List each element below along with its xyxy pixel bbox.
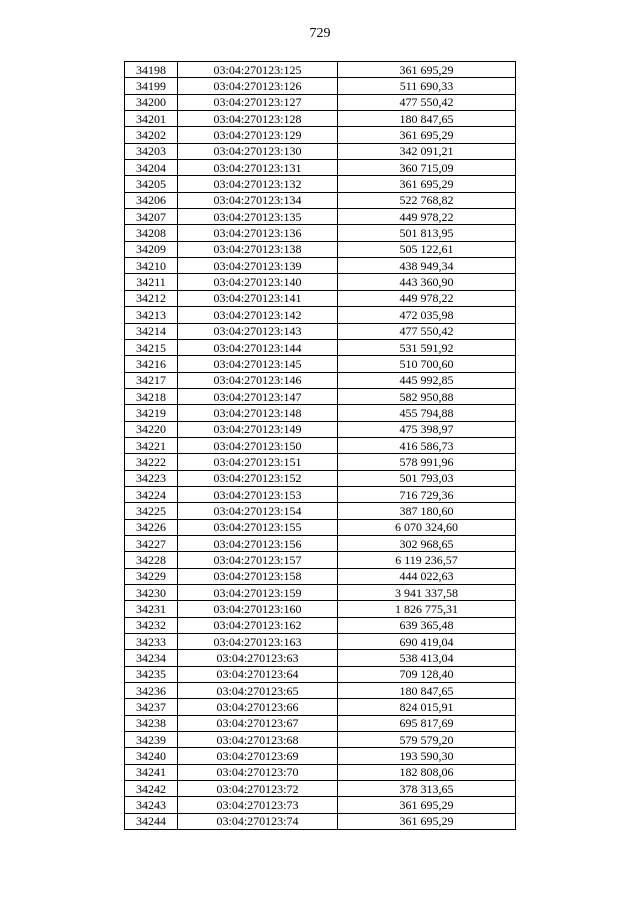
value-cell: 180 847,65 xyxy=(338,683,516,699)
row-number-cell: 34223 xyxy=(125,470,178,486)
cadastral-number-cell: 03:04:270123:135 xyxy=(178,209,338,225)
row-number-cell: 34239 xyxy=(125,732,178,748)
cadastral-number-cell: 03:04:270123:158 xyxy=(178,568,338,584)
row-number-cell: 34230 xyxy=(125,585,178,601)
table-row xyxy=(125,78,516,94)
row-number-cell: 34204 xyxy=(125,160,178,176)
cadastral-number-cell: 03:04:270123:136 xyxy=(178,225,338,241)
cadastral-number-cell: 03:04:270123:143 xyxy=(178,323,338,339)
value-cell: 445 992,85 xyxy=(338,372,516,388)
table-row xyxy=(125,307,516,323)
cadastral-number-cell: 03:04:270123:142 xyxy=(178,307,338,323)
cadastral-number-cell: 03:04:270123:140 xyxy=(178,274,338,290)
row-number-cell: 34200 xyxy=(125,94,178,110)
table-row xyxy=(125,715,516,731)
cadastral-number-cell: 03:04:270123:144 xyxy=(178,339,338,355)
row-number-cell: 34218 xyxy=(125,388,178,404)
table-body xyxy=(125,62,516,830)
table-row xyxy=(125,356,516,372)
row-number-cell: 34229 xyxy=(125,568,178,584)
table-row xyxy=(125,503,516,519)
table-row xyxy=(125,339,516,355)
table-row xyxy=(125,683,516,699)
value-cell: 6 119 236,57 xyxy=(338,552,516,568)
value-cell: 438 949,34 xyxy=(338,258,516,274)
row-number-cell: 34211 xyxy=(125,274,178,290)
value-cell: 182 808,06 xyxy=(338,764,516,780)
cadastral-number-cell: 03:04:270123:69 xyxy=(178,748,338,764)
table-row xyxy=(125,274,516,290)
row-number-cell: 34231 xyxy=(125,601,178,617)
row-number-cell: 34222 xyxy=(125,454,178,470)
cadastral-number-cell: 03:04:270123:73 xyxy=(178,797,338,813)
table-row xyxy=(125,176,516,192)
table-row xyxy=(125,519,516,535)
row-number-cell: 34217 xyxy=(125,372,178,388)
cadastral-number-cell: 03:04:270123:138 xyxy=(178,241,338,257)
table-row xyxy=(125,699,516,715)
value-cell: 582 950,88 xyxy=(338,388,516,404)
row-number-cell: 34232 xyxy=(125,617,178,633)
value-cell: 361 695,29 xyxy=(338,813,516,829)
cadastral-number-cell: 03:04:270123:131 xyxy=(178,160,338,176)
value-cell: 6 070 324,60 xyxy=(338,519,516,535)
cadastral-number-cell: 03:04:270123:64 xyxy=(178,666,338,682)
value-cell: 443 360,90 xyxy=(338,274,516,290)
table-row xyxy=(125,813,516,829)
cadastral-number-cell: 03:04:270123:148 xyxy=(178,405,338,421)
cadastral-number-cell: 03:04:270123:126 xyxy=(178,78,338,94)
cadastral-number-cell: 03:04:270123:63 xyxy=(178,650,338,666)
table-row xyxy=(125,535,516,551)
cadastral-number-cell: 03:04:270123:130 xyxy=(178,143,338,159)
cadastral-number-cell: 03:04:270123:67 xyxy=(178,715,338,731)
table-row xyxy=(125,764,516,780)
table-row xyxy=(125,552,516,568)
table-row xyxy=(125,601,516,617)
value-cell: 501 813,95 xyxy=(338,225,516,241)
cadastral-number-cell: 03:04:270123:127 xyxy=(178,94,338,110)
cadastral-number-cell: 03:04:270123:159 xyxy=(178,585,338,601)
table-row xyxy=(125,192,516,208)
table-row xyxy=(125,797,516,813)
row-number-cell: 34207 xyxy=(125,209,178,225)
row-number-cell: 34208 xyxy=(125,225,178,241)
row-number-cell: 34244 xyxy=(125,813,178,829)
row-number-cell: 34233 xyxy=(125,634,178,650)
table-row xyxy=(125,111,516,127)
cadastral-number-cell: 03:04:270123:150 xyxy=(178,437,338,453)
value-cell: 511 690,33 xyxy=(338,78,516,94)
table-row xyxy=(125,470,516,486)
row-number-cell: 34199 xyxy=(125,78,178,94)
table-row xyxy=(125,421,516,437)
row-number-cell: 34234 xyxy=(125,650,178,666)
cadastral-number-cell: 03:04:270123:145 xyxy=(178,356,338,372)
value-cell: 472 035,98 xyxy=(338,307,516,323)
value-cell: 3 941 337,58 xyxy=(338,585,516,601)
cadastral-number-cell: 03:04:270123:152 xyxy=(178,470,338,486)
row-number-cell: 34213 xyxy=(125,307,178,323)
row-number-cell: 34215 xyxy=(125,339,178,355)
table-row xyxy=(125,437,516,453)
table-row xyxy=(125,732,516,748)
table-row xyxy=(125,666,516,682)
table-row xyxy=(125,323,516,339)
row-number-cell: 34202 xyxy=(125,127,178,143)
cadastral-number-cell: 03:04:270123:128 xyxy=(178,111,338,127)
cadastral-number-cell: 03:04:270123:153 xyxy=(178,486,338,502)
table-row xyxy=(125,781,516,797)
table-row xyxy=(125,388,516,404)
cadastral-number-cell: 03:04:270123:74 xyxy=(178,813,338,829)
row-number-cell: 34243 xyxy=(125,797,178,813)
cadastral-number-cell: 03:04:270123:139 xyxy=(178,258,338,274)
row-number-cell: 34235 xyxy=(125,666,178,682)
value-cell: 361 695,29 xyxy=(338,127,516,143)
page-number: 729 xyxy=(309,26,331,41)
value-cell: 538 413,04 xyxy=(338,650,516,666)
cadastral-number-cell: 03:04:270123:149 xyxy=(178,421,338,437)
row-number-cell: 34242 xyxy=(125,781,178,797)
cadastral-number-cell: 03:04:270123:134 xyxy=(178,192,338,208)
registry-table xyxy=(124,61,516,830)
value-cell: 475 398,97 xyxy=(338,421,516,437)
row-number-cell: 34228 xyxy=(125,552,178,568)
cadastral-number-cell: 03:04:270123:68 xyxy=(178,732,338,748)
cadastral-number-cell: 03:04:270123:155 xyxy=(178,519,338,535)
cadastral-number-cell: 03:04:270123:162 xyxy=(178,617,338,633)
table-row xyxy=(125,160,516,176)
cadastral-number-cell: 03:04:270123:125 xyxy=(178,62,338,78)
value-cell: 505 122,61 xyxy=(338,241,516,257)
value-cell: 378 313,65 xyxy=(338,781,516,797)
cadastral-number-cell: 03:04:270123:132 xyxy=(178,176,338,192)
value-cell: 342 091,21 xyxy=(338,143,516,159)
value-cell: 193 590,30 xyxy=(338,748,516,764)
row-number-cell: 34237 xyxy=(125,699,178,715)
row-number-cell: 34221 xyxy=(125,437,178,453)
cadastral-number-cell: 03:04:270123:129 xyxy=(178,127,338,143)
value-cell: 531 591,92 xyxy=(338,339,516,355)
value-cell: 709 128,40 xyxy=(338,666,516,682)
table-row xyxy=(125,486,516,502)
row-number-cell: 34210 xyxy=(125,258,178,274)
row-number-cell: 34240 xyxy=(125,748,178,764)
value-cell: 695 817,69 xyxy=(338,715,516,731)
cadastral-number-cell: 03:04:270123:147 xyxy=(178,388,338,404)
table-row xyxy=(125,209,516,225)
value-cell: 361 695,29 xyxy=(338,62,516,78)
cadastral-number-cell: 03:04:270123:146 xyxy=(178,372,338,388)
cadastral-number-cell: 03:04:270123:65 xyxy=(178,683,338,699)
row-number-cell: 34238 xyxy=(125,715,178,731)
value-cell: 455 794,88 xyxy=(338,405,516,421)
table-row xyxy=(125,748,516,764)
value-cell: 477 550,42 xyxy=(338,323,516,339)
row-number-cell: 34198 xyxy=(125,62,178,78)
row-number-cell: 34241 xyxy=(125,764,178,780)
table-row xyxy=(125,290,516,306)
table-row xyxy=(125,650,516,666)
table-row xyxy=(125,127,516,143)
row-number-cell: 34216 xyxy=(125,356,178,372)
cadastral-number-cell: 03:04:270123:151 xyxy=(178,454,338,470)
cadastral-number-cell: 03:04:270123:141 xyxy=(178,290,338,306)
value-cell: 477 550,42 xyxy=(338,94,516,110)
cadastral-number-cell: 03:04:270123:163 xyxy=(178,634,338,650)
value-cell: 387 180,60 xyxy=(338,503,516,519)
table-row xyxy=(125,62,516,78)
cadastral-number-cell: 03:04:270123:156 xyxy=(178,535,338,551)
table-row xyxy=(125,225,516,241)
row-number-cell: 34205 xyxy=(125,176,178,192)
value-cell: 501 793,03 xyxy=(338,470,516,486)
value-cell: 1 826 775,31 xyxy=(338,601,516,617)
row-number-cell: 34212 xyxy=(125,290,178,306)
cadastral-number-cell: 03:04:270123:70 xyxy=(178,764,338,780)
table-row xyxy=(125,405,516,421)
value-cell: 690 419,04 xyxy=(338,634,516,650)
table-row xyxy=(125,585,516,601)
table-row xyxy=(125,617,516,633)
table-row xyxy=(125,568,516,584)
value-cell: 416 586,73 xyxy=(338,437,516,453)
value-cell: 522 768,82 xyxy=(338,192,516,208)
table-row xyxy=(125,241,516,257)
cadastral-number-cell: 03:04:270123:66 xyxy=(178,699,338,715)
value-cell: 180 847,65 xyxy=(338,111,516,127)
row-number-cell: 34219 xyxy=(125,405,178,421)
value-cell: 449 978,22 xyxy=(338,209,516,225)
row-number-cell: 34214 xyxy=(125,323,178,339)
row-number-cell: 34224 xyxy=(125,486,178,502)
value-cell: 360 715,09 xyxy=(338,160,516,176)
row-number-cell: 34209 xyxy=(125,241,178,257)
row-number-cell: 34206 xyxy=(125,192,178,208)
row-number-cell: 34236 xyxy=(125,683,178,699)
value-cell: 361 695,29 xyxy=(338,797,516,813)
value-cell: 510 700,60 xyxy=(338,356,516,372)
table-row xyxy=(125,258,516,274)
row-number-cell: 34227 xyxy=(125,535,178,551)
cadastral-number-cell: 03:04:270123:157 xyxy=(178,552,338,568)
value-cell: 824 015,91 xyxy=(338,699,516,715)
row-number-cell: 34225 xyxy=(125,503,178,519)
value-cell: 302 968,65 xyxy=(338,535,516,551)
value-cell: 361 695,29 xyxy=(338,176,516,192)
cadastral-number-cell: 03:04:270123:72 xyxy=(178,781,338,797)
table-row xyxy=(125,454,516,470)
table-row xyxy=(125,372,516,388)
row-number-cell: 34201 xyxy=(125,111,178,127)
value-cell: 639 365,48 xyxy=(338,617,516,633)
value-cell: 444 022,63 xyxy=(338,568,516,584)
row-number-cell: 34226 xyxy=(125,519,178,535)
row-number-cell: 34220 xyxy=(125,421,178,437)
table-row xyxy=(125,634,516,650)
table-row xyxy=(125,143,516,159)
value-cell: 449 978,22 xyxy=(338,290,516,306)
table-row xyxy=(125,94,516,110)
value-cell: 579 579,20 xyxy=(338,732,516,748)
cadastral-number-cell: 03:04:270123:154 xyxy=(178,503,338,519)
value-cell: 578 991,96 xyxy=(338,454,516,470)
cadastral-number-cell: 03:04:270123:160 xyxy=(178,601,338,617)
row-number-cell: 34203 xyxy=(125,143,178,159)
value-cell: 716 729,36 xyxy=(338,486,516,502)
